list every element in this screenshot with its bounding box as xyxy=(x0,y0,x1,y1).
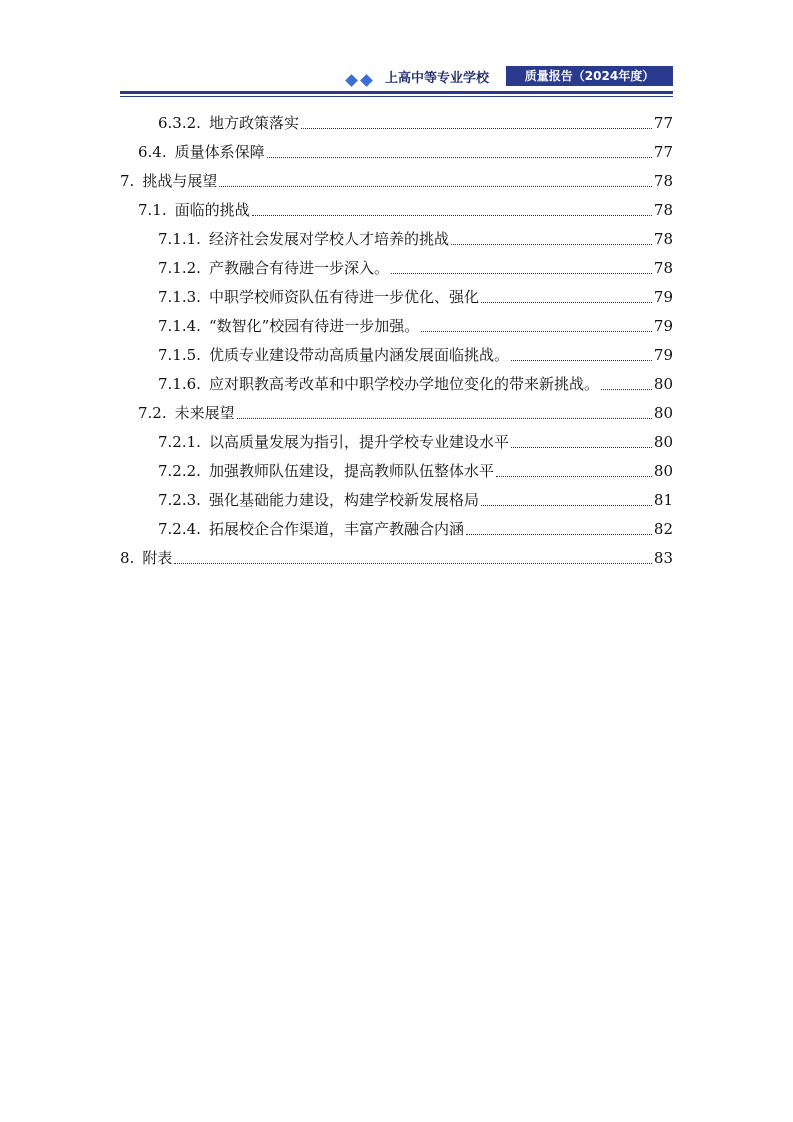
toc-entry-number: 7.2.4. xyxy=(158,520,201,538)
toc-dot-leader xyxy=(601,378,652,390)
toc-entry-page: 79 xyxy=(653,346,673,364)
toc-entry-title: 地方政策落实 xyxy=(208,114,299,132)
toc-entry-number: 7.2. xyxy=(138,404,167,422)
toc-entry-number: 8. xyxy=(120,549,135,567)
toc-dot-leader xyxy=(391,262,652,274)
toc-entry[interactable] xyxy=(120,283,673,312)
page-header xyxy=(120,66,673,88)
toc-dot-leader xyxy=(481,291,652,303)
toc-entry-number: 6.3.2. xyxy=(158,114,201,132)
toc-entry-page: 77 xyxy=(653,114,673,132)
toc-entry-title: 加强教师队伍建设，提高教师队伍整体水平 xyxy=(208,462,494,480)
toc-entry-title: 拓展校企合作渠道，丰富产教融合内涵 xyxy=(208,520,464,538)
toc-entry-title: “数智化”校园有待进一步加强。 xyxy=(208,317,420,335)
header-decoration xyxy=(347,70,377,84)
toc-dot-leader xyxy=(237,407,652,419)
toc-entry-title: 未来展望 xyxy=(174,404,235,422)
toc-entry[interactable] xyxy=(120,138,673,167)
toc-entry-page: 78 xyxy=(653,172,673,190)
toc-entry-page: 80 xyxy=(653,375,673,393)
toc-dot-leader xyxy=(496,465,652,477)
toc-dot-leader xyxy=(481,494,652,506)
toc-entry[interactable] xyxy=(120,399,673,428)
toc-entry[interactable] xyxy=(120,428,673,457)
toc-entry[interactable] xyxy=(120,312,673,341)
toc-entry[interactable] xyxy=(120,167,673,196)
toc-dot-leader xyxy=(466,523,652,535)
toc-entry-page: 82 xyxy=(653,520,673,538)
toc-dot-leader xyxy=(421,320,652,332)
toc-entry-title: 应对职教高考改革和中职学校办学地位变化的带来新挑战。 xyxy=(208,375,599,393)
toc-entry[interactable] xyxy=(120,457,673,486)
toc-entry-page: 77 xyxy=(653,143,673,161)
toc-entry[interactable] xyxy=(120,341,673,370)
toc-entry-number: 7.2.1. xyxy=(158,433,201,451)
toc-entry-number: 7.1.1. xyxy=(158,230,201,248)
toc-dot-leader xyxy=(301,117,652,129)
toc-entry-title: 挑战与展望 xyxy=(142,172,218,190)
toc-entry[interactable] xyxy=(120,544,673,573)
toc-entry[interactable] xyxy=(120,196,673,225)
toc-entry-title: 优质专业建设带动高质量内涵发展面临挑战。 xyxy=(208,346,509,364)
toc-entry-page: 79 xyxy=(653,288,673,306)
toc-entry-number: 7.2.3. xyxy=(158,491,201,509)
toc-entry[interactable] xyxy=(120,254,673,283)
toc-entry-number: 6.4. xyxy=(138,143,167,161)
toc-entry-title: 中职学校师资队伍有待进一步优化、强化 xyxy=(208,288,479,306)
toc-entry-title: 产教融合有待进一步深入。 xyxy=(208,259,389,277)
toc-dot-leader xyxy=(252,204,652,216)
toc-entry-number: 7.1.4. xyxy=(158,317,201,335)
table-of-contents xyxy=(120,109,673,573)
toc-entry-number: 7.1.3. xyxy=(158,288,201,306)
toc-entry[interactable] xyxy=(120,486,673,515)
toc-entry-page: 80 xyxy=(653,404,673,422)
toc-dot-leader xyxy=(267,146,652,158)
toc-entry-title: 质量体系保障 xyxy=(174,143,265,161)
diamond-icon xyxy=(345,74,358,87)
header-rule xyxy=(120,91,673,94)
toc-entry-number: 7.1.5. xyxy=(158,346,201,364)
toc-entry[interactable] xyxy=(120,109,673,138)
toc-entry-page: 81 xyxy=(653,491,673,509)
toc-dot-leader xyxy=(511,436,652,448)
toc-entry-title: 附表 xyxy=(142,549,173,567)
toc-entry-number: 7.2.2. xyxy=(158,462,201,480)
toc-entry-number: 7.1.2. xyxy=(158,259,201,277)
header-rule-thin xyxy=(120,96,673,97)
toc-dot-leader xyxy=(219,175,652,187)
toc-entry[interactable] xyxy=(120,370,673,399)
toc-dot-leader xyxy=(174,552,652,564)
toc-entry-number: 7.1. xyxy=(138,201,167,219)
toc-dot-leader xyxy=(511,349,652,361)
toc-entry-title: 强化基础能力建设，构建学校新发展格局 xyxy=(208,491,479,509)
school-name: 上高中等专业学校 xyxy=(385,71,490,86)
toc-entry-number: 7. xyxy=(120,172,135,190)
toc-entry-page: 78 xyxy=(653,230,673,248)
toc-entry[interactable] xyxy=(120,515,673,544)
report-label: 质量报告（2024年度） xyxy=(506,66,673,86)
toc-entry-number: 7.1.6. xyxy=(158,375,201,393)
toc-entry-page: 78 xyxy=(653,259,673,277)
toc-entry-page: 79 xyxy=(653,317,673,335)
toc-entry-title: 面临的挑战 xyxy=(174,201,250,219)
toc-entry[interactable] xyxy=(120,225,673,254)
toc-entry-page: 78 xyxy=(653,201,673,219)
toc-dot-leader xyxy=(451,233,652,245)
toc-entry-title: 以高质量发展为指引，提升学校专业建设水平 xyxy=(208,433,509,451)
toc-entry-title: 经济社会发展对学校人才培养的挑战 xyxy=(208,230,449,248)
toc-entry-page: 80 xyxy=(653,462,673,480)
toc-entry-page: 80 xyxy=(653,433,673,451)
diamond-icon xyxy=(360,74,373,87)
toc-entry-page: 83 xyxy=(653,549,673,567)
